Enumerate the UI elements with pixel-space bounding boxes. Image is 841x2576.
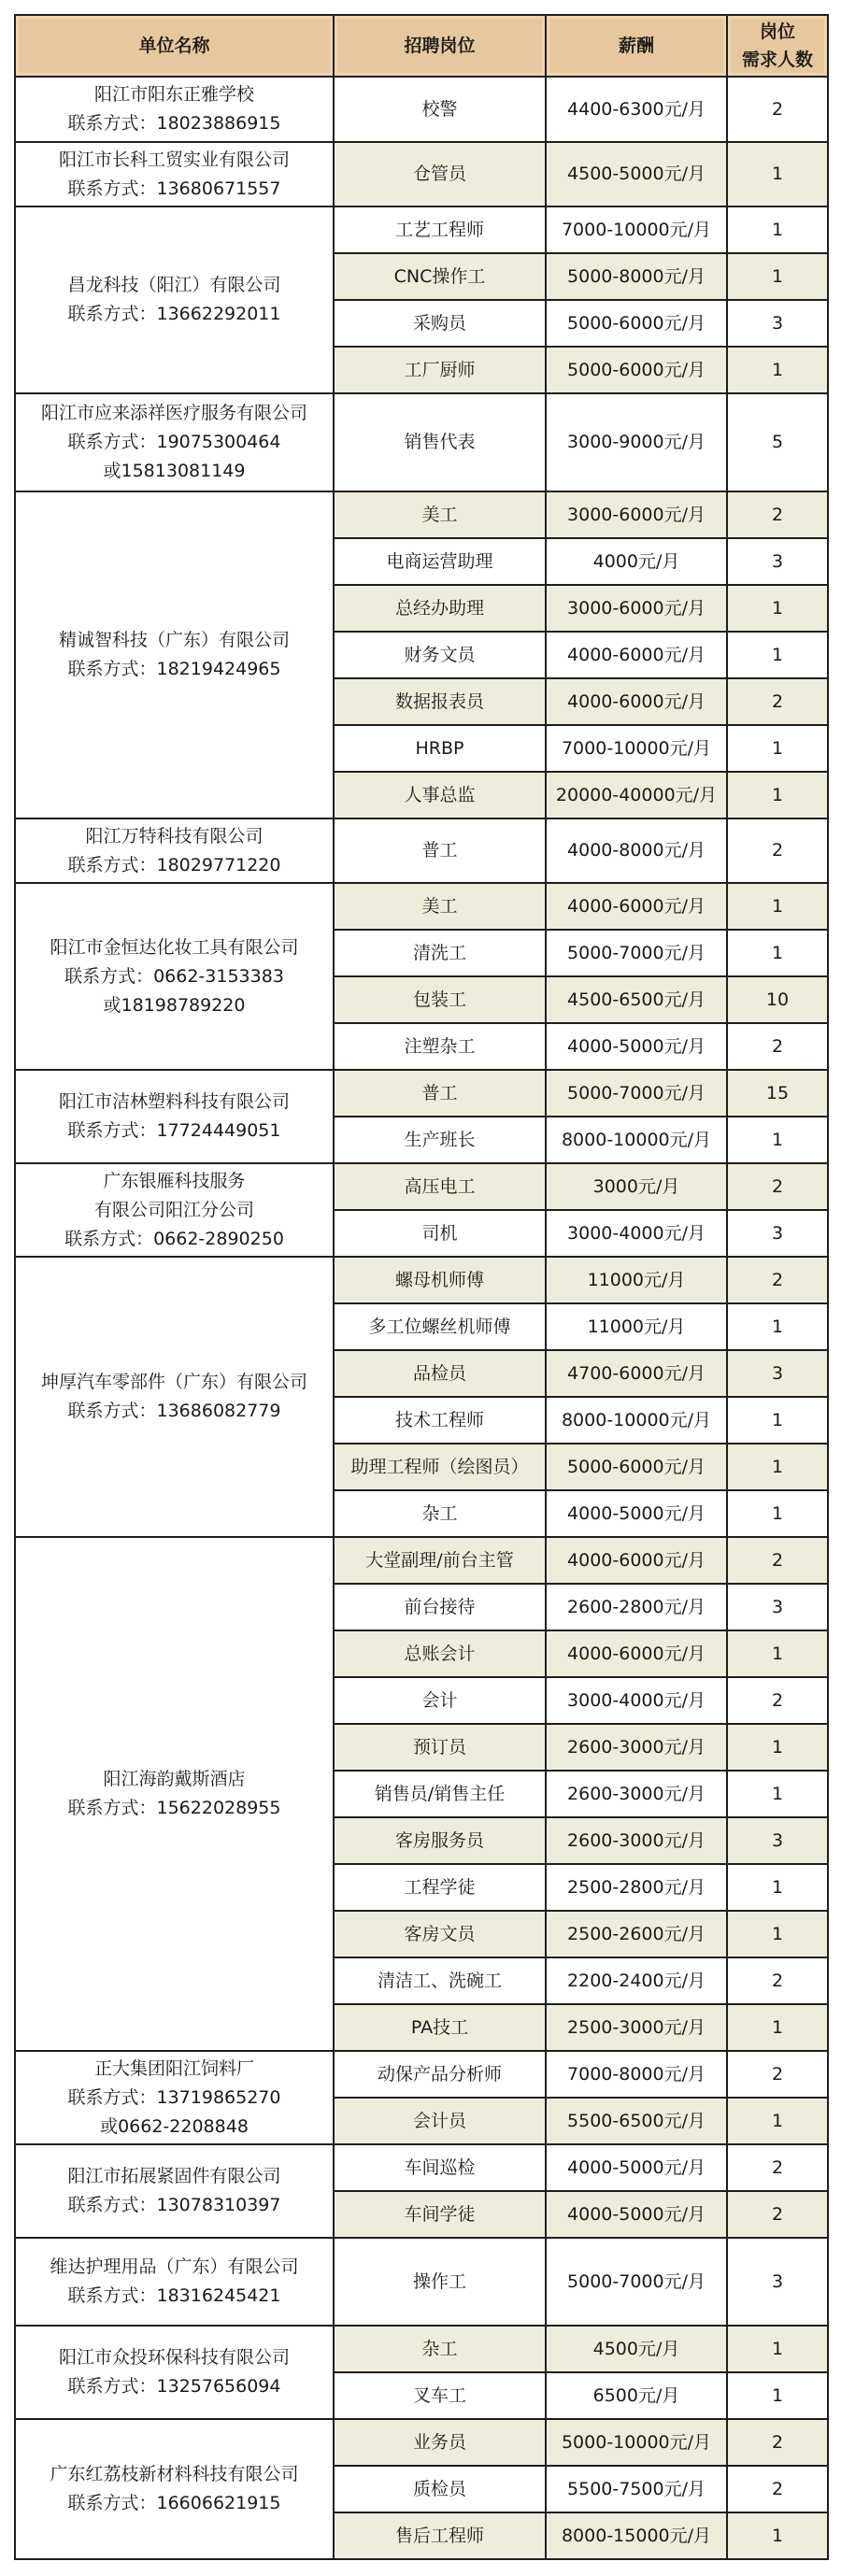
position-cell: 美工 [334,491,546,538]
table-row [15,1163,828,1210]
headcount-cell: 2 [727,1957,828,2004]
company-contact: 联系方式：0662-2890250 [64,1228,284,1249]
salary-cell: 4000元/月 [546,538,727,585]
headcount-cell: 1 [727,2326,828,2372]
table-row [15,1257,828,1303]
company-contact: 联系方式：18316245421 [67,2285,281,2306]
salary-cell: 5000-10000元/月 [546,2419,727,2466]
headcount-cell: 3 [727,2238,828,2326]
position-cell: 技术工程师 [334,1397,546,1444]
headcount-cell: 1 [727,1630,828,1677]
position-cell: 会计 [334,1677,546,1724]
headcount-cell: 1 [727,2372,828,2419]
salary-cell: 2600-3000元/月 [546,1771,727,1817]
company-name: 昌龙科技（阳江）有限公司 [67,275,281,295]
position-cell: 客房文员 [334,1911,546,1957]
headcount-cell: 1 [727,1771,828,1817]
salary-cell: 4000-6000元/月 [546,1630,727,1677]
position-cell: 前台接待 [334,1584,546,1630]
company-name: 阳江市金恒达化妆工具有限公司 [50,936,299,958]
table-row [15,2419,828,2466]
position-cell: 杂工 [334,1490,546,1537]
position-cell: 预订员 [334,1724,546,1771]
company-cell [15,1070,334,1163]
headcount-cell: 3 [727,1210,828,1257]
salary-cell: 4500元/月 [546,2326,727,2372]
salary-cell: 4000-5000元/月 [546,1023,727,1070]
company-contact: 联系方式：13662292011 [67,304,281,324]
headcount-cell: 10 [727,976,828,1023]
company-name: 阳江万特科技有限公司 [85,825,264,847]
headcount-cell: 2 [727,1163,828,1210]
company-cell [15,2238,334,2326]
position-cell: 财务文员 [334,632,546,678]
position-cell: 大堂副理/前台主管 [334,1537,546,1584]
salary-cell: 2500-2600元/月 [546,1911,727,1957]
salary-cell: 7000-10000元/月 [546,206,727,253]
header-position: 招聘岗位 [334,15,546,77]
table-row [15,142,828,206]
position-cell: 车间巡检 [334,2144,546,2191]
company-contact: 联系方式：13680671557 [67,178,281,199]
headcount-cell: 1 [727,2004,828,2051]
table-row [15,883,828,930]
position-cell: 包装工 [334,976,546,1023]
header-company: 单位名称 [15,15,334,77]
position-cell: 工厂厨师 [334,347,546,393]
headcount-cell: 3 [727,1817,828,1864]
company-contact: 联系方式：0662-3153383 [64,965,284,987]
company-cell [15,1257,334,1537]
company-contact: 联系方式：15622028955 [67,1798,281,1818]
headcount-cell: 1 [727,930,828,976]
headcount-cell: 2 [727,2051,828,2098]
salary-cell: 5000-7000元/月 [546,930,727,976]
headcount-cell: 1 [727,1117,828,1163]
position-cell: 数据报表员 [334,678,546,725]
company-cell [15,206,334,393]
company-contact: 或0662-2208848 [100,2115,249,2137]
salary-cell: 8000-10000元/月 [546,1397,727,1444]
company-contact: 联系方式：16606621915 [67,2493,281,2513]
position-cell: 清洁工、洗碗工 [334,1957,546,2004]
headcount-cell: 2 [727,491,828,538]
position-cell: 叉车工 [334,2372,546,2419]
salary-cell: 11000元/月 [546,1303,727,1350]
headcount-cell: 2 [727,77,828,142]
position-cell: 销售员/销售主任 [334,1771,546,1817]
salary-cell: 7000-8000元/月 [546,2051,727,2098]
position-cell: 销售代表 [334,393,546,491]
salary-cell: 3000-4000元/月 [546,1677,727,1724]
position-cell: 普工 [334,818,546,883]
salary-cell: 5500-7500元/月 [546,2466,727,2512]
headcount-cell: 15 [727,1070,828,1117]
headcount-cell: 2 [727,818,828,883]
position-cell: 多工位螺丝机师傅 [334,1303,546,1350]
headcount-cell: 1 [727,1444,828,1490]
position-cell: 生产班长 [334,1117,546,1163]
headcount-cell: 1 [727,632,828,678]
headcount-cell: 1 [727,1397,828,1444]
table-row [15,77,828,142]
company-name: 阳江市长科工贸实业有限公司 [58,149,290,170]
position-cell: 注塑杂工 [334,1023,546,1070]
company-name: 阳江市阳东正雅学校 [93,84,254,105]
company-cell [15,2144,334,2238]
headcount-cell: 1 [727,206,828,253]
headcount-cell: 1 [727,347,828,393]
position-cell: 总账会计 [334,1630,546,1677]
job-listings-table [14,14,829,2560]
company-contact: 联系方式：19075300464 [67,432,281,452]
position-cell: CNC操作工 [334,253,546,300]
position-cell: 会计员 [334,2098,546,2144]
company-contact: 联系方式：13686082779 [67,1401,281,1421]
company-contact: 联系方式：13257656094 [67,2376,281,2397]
company-cell [15,77,334,142]
company-contact: 联系方式：18219424965 [67,659,281,679]
headcount-cell: 3 [727,538,828,585]
salary-cell: 2600-2800元/月 [546,1584,727,1630]
headcount-cell: 2 [727,1257,828,1303]
company-name: 维达护理用品（广东）有限公司 [50,2256,299,2277]
headcount-cell: 1 [727,585,828,632]
salary-cell: 4000-5000元/月 [546,1490,727,1537]
headcount-cell: 2 [727,1537,828,1584]
position-cell: 总经办助理 [334,585,546,632]
position-cell: 杂工 [334,2326,546,2372]
salary-cell: 4700-6000元/月 [546,1350,727,1397]
salary-cell: 5000-6000元/月 [546,300,727,347]
headcount-cell: 2 [727,2144,828,2191]
salary-cell: 5000-6000元/月 [546,347,727,393]
position-cell: 美工 [334,883,546,930]
salary-cell: 3000元/月 [546,1163,727,1210]
company-name: 阳江市众投环保科技有限公司 [58,2347,290,2368]
salary-cell: 2600-3000元/月 [546,1724,727,1771]
position-cell: 电商运营助理 [334,538,546,585]
position-cell: 工程学徒 [334,1864,546,1911]
position-cell: 清洗工 [334,930,546,976]
headcount-cell: 2 [727,678,828,725]
headcount-cell: 1 [727,1490,828,1537]
table-row [15,2144,828,2191]
company-name: 正大集团阳江饲料厂 [93,2057,254,2079]
salary-cell: 4000-6000元/月 [546,1537,727,1584]
header-headcount-line2: 需求人数 [741,50,813,70]
company-name: 精诚智科技（广东）有限公司 [58,630,290,650]
company-cell [15,1163,334,1257]
position-cell: 助理工程师（绘图员） [334,1444,546,1490]
table-row [15,393,828,491]
company-contact: 联系方式：17724449051 [67,1120,281,1141]
table-row [15,206,828,253]
salary-cell: 6500元/月 [546,2372,727,2419]
salary-cell: 5000-8000元/月 [546,253,727,300]
headcount-cell: 1 [727,1864,828,1911]
headcount-cell: 1 [727,1724,828,1771]
header-salary: 薪酬 [546,15,727,77]
position-cell: 业务员 [334,2419,546,2466]
salary-cell: 11000元/月 [546,1257,727,1303]
salary-cell: 20000-40000元/月 [546,772,727,818]
headcount-cell: 1 [727,725,828,772]
salary-cell: 8000-10000元/月 [546,1117,727,1163]
salary-cell: 2200-2400元/月 [546,1957,727,2004]
position-cell: 仓管员 [334,142,546,206]
position-cell: 质检员 [334,2466,546,2512]
header-headcount [727,15,828,77]
salary-cell: 4000-8000元/月 [546,818,727,883]
headcount-cell: 1 [727,2098,828,2144]
table-row [15,2326,828,2372]
company-cell [15,818,334,883]
table-row [15,2051,828,2098]
salary-cell: 5500-6500元/月 [546,2098,727,2144]
position-cell: 人事总监 [334,772,546,818]
position-cell: 工艺工程师 [334,206,546,253]
salary-cell: 2600-3000元/月 [546,1817,727,1864]
headcount-cell: 2 [727,1677,828,1724]
headcount-cell: 3 [727,300,828,347]
company-cell [15,1537,334,2051]
header-row [15,15,828,77]
salary-cell: 4500-6500元/月 [546,976,727,1023]
headcount-cell: 1 [727,1303,828,1350]
company-contact: 联系方式：13078310397 [67,2195,281,2215]
company-cell [15,393,334,491]
salary-cell: 4000-6000元/月 [546,883,727,930]
position-cell: 操作工 [334,2238,546,2326]
headcount-cell: 3 [727,1584,828,1630]
position-cell: 动保产品分析师 [334,2051,546,2098]
headcount-cell: 1 [727,2512,828,2559]
company-contact: 联系方式：18029771220 [67,854,281,875]
position-cell: 售后工程师 [334,2512,546,2559]
company-cell [15,2326,334,2419]
headcount-cell: 2 [727,2419,828,2466]
company-name: 阳江市应来添祥医疗服务有限公司 [40,403,307,423]
company-cell [15,142,334,206]
position-cell: 客房服务员 [334,1817,546,1864]
position-cell: PA技工 [334,2004,546,2051]
company-contact: 或15813081149 [103,461,246,481]
salary-cell: 8000-15000元/月 [546,2512,727,2559]
company-name: 阳江市洁林塑料科技有限公司 [58,1091,290,1112]
position-cell: 采购员 [334,300,546,347]
position-cell: 螺母机师傅 [334,1257,546,1303]
company-cell [15,491,334,818]
salary-cell: 4500-5000元/月 [546,142,727,206]
salary-cell: 3000-9000元/月 [546,393,727,491]
salary-cell: 4000-5000元/月 [546,2191,727,2238]
salary-cell: 3000-6000元/月 [546,585,727,632]
position-cell: 校警 [334,77,546,142]
headcount-cell: 3 [727,1350,828,1397]
company-name: 广东红荔枝新材料科技有限公司 [50,2464,299,2484]
salary-cell: 5000-7000元/月 [546,2238,727,2326]
company-name: 坤厚汽车零部件（广东）有限公司 [40,1372,307,1392]
salary-cell: 2500-2800元/月 [546,1864,727,1911]
company-contact: 有限公司阳江分公司 [93,1199,254,1220]
position-cell: 高压电工 [334,1163,546,1210]
company-cell [15,2051,334,2144]
table-row [15,1537,828,1584]
company-cell [15,883,334,1070]
company-name: 广东银雁科技服务 [103,1170,246,1191]
headcount-cell: 5 [727,393,828,491]
company-name: 阳江市拓展紧固件有限公司 [67,2166,281,2186]
position-cell: 车间学徒 [334,2191,546,2238]
table-row [15,2238,828,2326]
company-name: 阳江海韵戴斯酒店 [103,1769,246,1789]
position-cell: HRBP [334,725,546,772]
company-contact: 联系方式：13719865270 [67,2086,281,2108]
table-header [15,15,828,77]
salary-cell: 4000-5000元/月 [546,2144,727,2191]
headcount-cell: 2 [727,2191,828,2238]
table-body [15,77,828,2559]
headcount-cell: 2 [727,1023,828,1070]
salary-cell: 2500-3000元/月 [546,2004,727,2051]
header-headcount-line1: 岗位 [759,21,795,42]
salary-cell: 7000-10000元/月 [546,725,727,772]
headcount-cell: 1 [727,883,828,930]
salary-cell: 5000-6000元/月 [546,1444,727,1490]
table-row [15,1070,828,1117]
salary-cell: 5000-7000元/月 [546,1070,727,1117]
position-cell: 品检员 [334,1350,546,1397]
company-contact: 或18198789220 [103,994,246,1016]
salary-cell: 4000-6000元/月 [546,632,727,678]
table-row [15,818,828,883]
salary-cell: 3000-4000元/月 [546,1210,727,1257]
headcount-cell: 1 [727,1911,828,1957]
salary-cell: 3000-6000元/月 [546,491,727,538]
headcount-cell: 1 [727,142,828,206]
salary-cell: 4400-6300元/月 [546,77,727,142]
headcount-cell: 2 [727,2466,828,2512]
headcount-cell: 1 [727,253,828,300]
headcount-cell: 1 [727,772,828,818]
position-cell: 司机 [334,1210,546,1257]
position-cell: 普工 [334,1070,546,1117]
company-cell [15,2419,334,2559]
company-contact: 联系方式：18023886915 [67,113,281,134]
salary-cell: 4000-6000元/月 [546,678,727,725]
table-row [15,491,828,538]
